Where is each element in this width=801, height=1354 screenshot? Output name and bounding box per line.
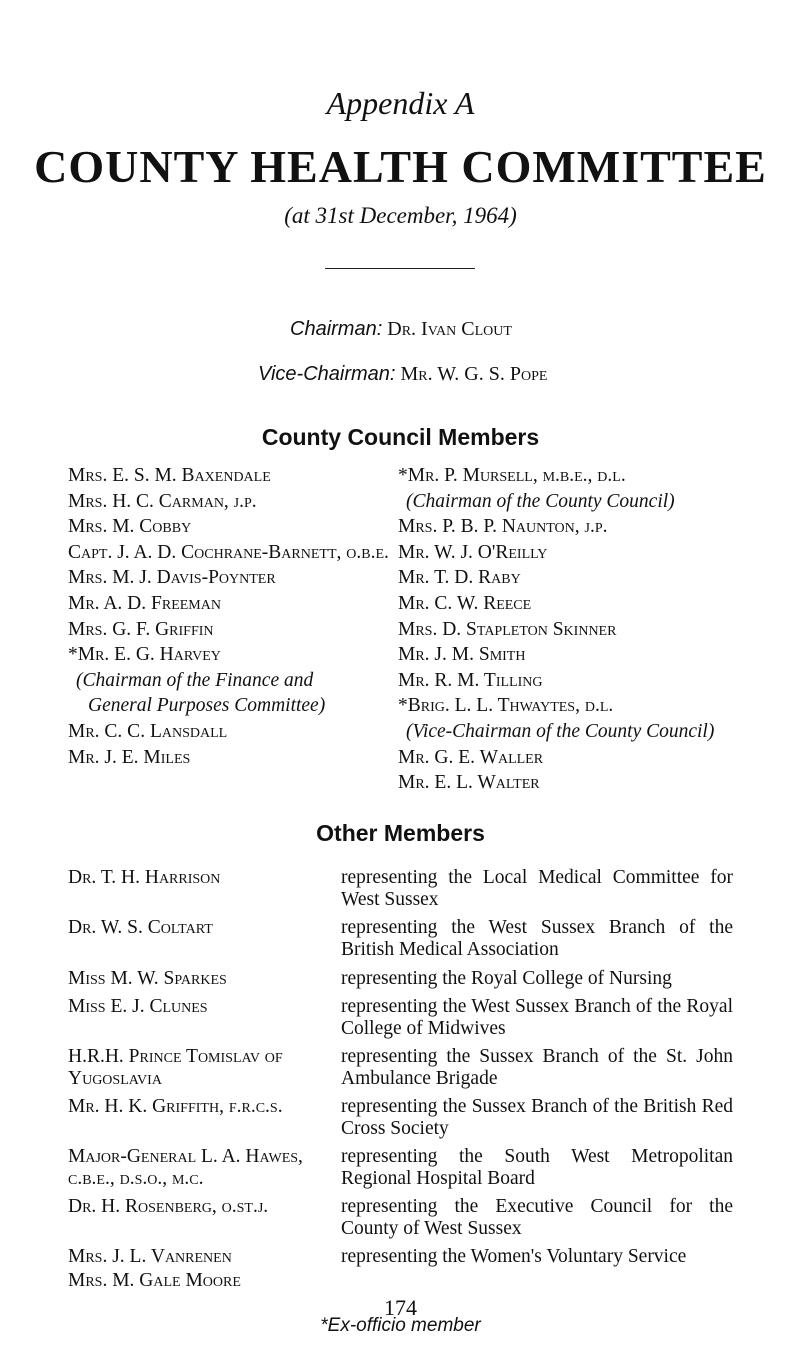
divider-rule xyxy=(325,268,475,269)
other-member-representation: representing the South West Metropolitan Regional Hospital Board xyxy=(341,1146,733,1189)
other-member-representation: representing the West Sussex Branch of the British Medical Association xyxy=(341,917,733,960)
chairman-line xyxy=(290,318,512,341)
council-member-left-line: (Chairman of the Finance and xyxy=(76,669,314,691)
other-member-name: Miss E. J. Clunes xyxy=(68,996,208,1017)
council-member-right-line: Mr. J. M. Smith xyxy=(398,644,526,666)
council-member-left-line: General Purposes Committee) xyxy=(88,695,326,717)
council-member-left-line: *Mr. E. G. Harvey xyxy=(68,644,221,666)
council-member-left-line: Capt. J. A. D. Cochrane-Barnett, o.b.e. xyxy=(68,541,389,563)
council-member-right-line: Mr. C. W. Reece xyxy=(398,592,532,614)
council-member-left-line: Mr. J. E. Miles xyxy=(68,746,191,768)
other-member-name: Mrs. M. Gale Moore xyxy=(68,1270,241,1291)
page-title: COUNTY HEALTH COMMITTEE xyxy=(34,141,767,192)
date-subtitle: (at 31st December, 1964) xyxy=(284,203,517,228)
council-member-right-line: Mrs. P. B. P. Naunton, j.p. xyxy=(398,516,608,538)
other-member-representation: representing the Local Medical Committee for West Sussex xyxy=(341,867,733,910)
other-member-representation: representing the Royal College of Nursing xyxy=(341,968,672,989)
council-member-right-line: (Vice-Chairman of the County Council) xyxy=(406,720,715,742)
other-member-representation: representing the Women's Voluntary Service xyxy=(341,1246,687,1267)
council-member-right-line: (Chairman of the County Council) xyxy=(406,490,675,512)
page-number: 174 xyxy=(384,1295,417,1320)
council-member-left-line: Mr. C. C. Lansdall xyxy=(68,720,228,742)
appendix-label: Appendix A xyxy=(326,85,475,121)
other-member-name: H.R.H. Prince Tomislav of Yugoslavia xyxy=(68,1046,283,1089)
council-member-left-line: Mr. A. D. Freeman xyxy=(68,592,221,614)
council-member-left-line: Mrs. M. J. Davis-Poynter xyxy=(68,567,276,589)
other-member-name: Mr. H. K. Griffith, f.r.c.s. xyxy=(68,1096,283,1117)
council-member-right-line: *Brig. L. L. Thwaytes, d.l. xyxy=(398,695,614,717)
other-member-representation: representing the Sussex Branch of the British Red Cross Society xyxy=(341,1096,733,1139)
council-member-left-line: Mrs. E. S. M. Baxendale xyxy=(68,465,271,486)
council-members-right-column xyxy=(398,463,714,796)
other-member-name: Mrs. J. L. Vanrenen xyxy=(68,1246,232,1267)
council-member-right-line: Mrs. D. Stapleton Skinner xyxy=(398,618,617,640)
vice-chairman-line xyxy=(258,363,547,386)
other-members-heading: Other Members xyxy=(316,820,485,846)
other-member-representation: representing the Executive Council for the County of West Sussex xyxy=(341,1196,733,1239)
chairman-name: Dr. Ivan Clout xyxy=(387,318,512,340)
council-member-right-line: Mr. W. J. O'Reilly xyxy=(398,541,548,563)
vice-chairman-name: Mr. W. G. S. Pope xyxy=(400,363,548,385)
council-member-right-line: Mr. T. D. Raby xyxy=(398,567,521,589)
footnote: *Ex-officio member xyxy=(320,1315,481,1336)
vice-chairman-role: Vice-Chairman: xyxy=(258,363,396,385)
other-member-name: Dr. T. H. Harrison xyxy=(68,867,221,888)
council-member-right-line: Mr. G. E. Waller xyxy=(398,746,544,768)
council-members-heading: County Council Members xyxy=(261,424,540,450)
other-member-representation: representing the Sussex Branch of the St. John Ambulance Brigade xyxy=(341,1046,733,1089)
other-member-name: Miss M. W. Sparkes xyxy=(68,968,227,989)
council-member-right-line: Mr. R. M. Tilling xyxy=(398,669,543,691)
council-member-left-line: Mrs. H. C. Carman, j.p. xyxy=(68,490,257,512)
other-member-name: Major-General L. A. Hawes, c.b.e., d.s.o., m.c. xyxy=(68,1146,303,1189)
council-member-right-line: Mr. E. L. Walter xyxy=(398,772,540,794)
council-members-left-column xyxy=(68,463,389,770)
other-member-name: Dr. W. S. Coltart xyxy=(68,917,213,938)
other-member-name: Dr. H. Rosenberg, o.st.j. xyxy=(68,1196,269,1217)
council-member-left-line: Mrs. G. F. Griffin xyxy=(68,618,214,640)
chairman-role: Chairman: xyxy=(290,318,383,340)
council-member-right-line: *Mr. P. Mursell, m.b.e., d.l. xyxy=(398,465,626,486)
council-member-left-line: Mrs. M. Cobby xyxy=(68,516,192,538)
other-member-representation: representing the West Sussex Branch of the Royal College of Midwives xyxy=(341,996,733,1039)
